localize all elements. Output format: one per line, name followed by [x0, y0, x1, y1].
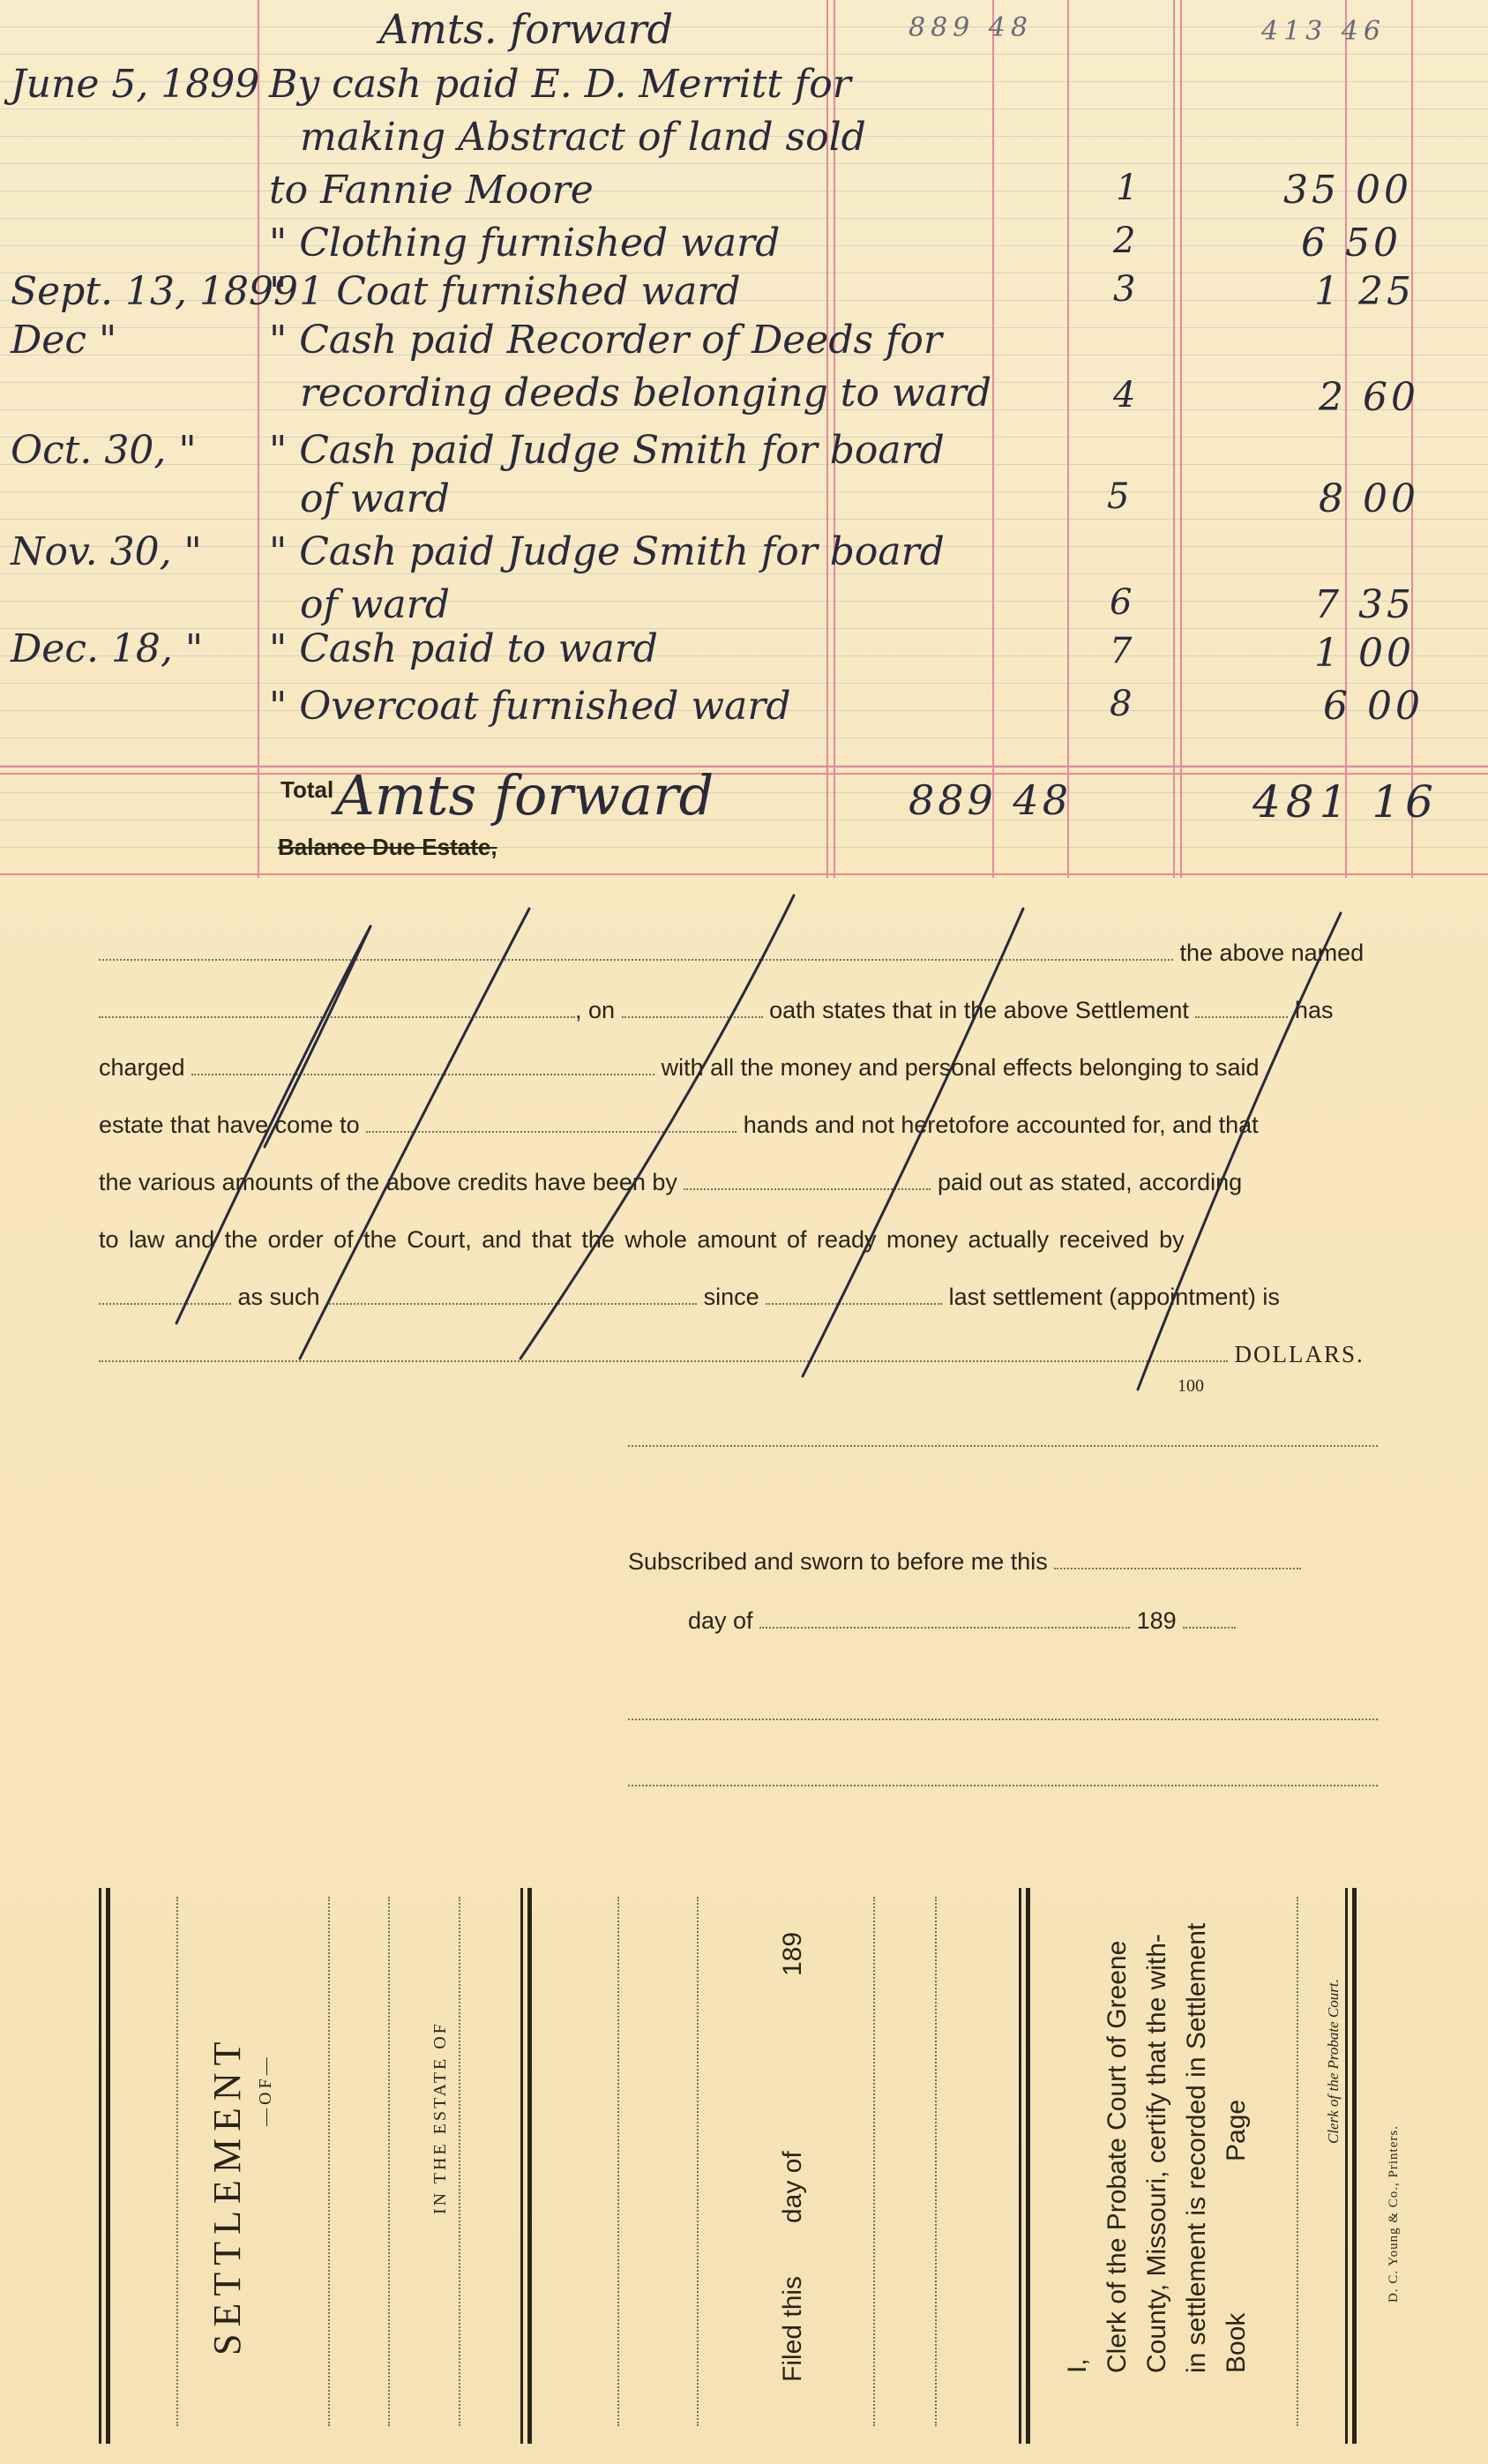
total-col2: 481 16 [1252, 776, 1439, 828]
oath-text: has [1294, 997, 1334, 1023]
dollars-label: DOLLARS. [1234, 1341, 1365, 1367]
balance-due-label: Balance Due Estate, [278, 834, 497, 860]
panel-rule [1352, 1888, 1357, 2444]
entry-desc: recording deeds belonging to ward [300, 371, 992, 416]
entry-number: 1 [1116, 168, 1139, 208]
carry-forward-col1: 889 48 [909, 12, 1033, 43]
entry-date: Nov. 30, " [11, 529, 202, 574]
blank-field [697, 1897, 699, 2426]
entry-date: Dec. 18, " [11, 626, 204, 671]
jurat-text: Subscribed and sworn to before me this [628, 1548, 1048, 1575]
panel-rule [1345, 1888, 1348, 2444]
oath-text: oath states that in the above Settlement [769, 997, 1189, 1023]
blank-field [176, 1897, 178, 2426]
entry-desc: " Cash paid Judge Smith for board [269, 428, 945, 473]
oath-line-6: to law and the order of the Court, and that the whole amount of ready money actually received by [99, 1226, 1185, 1253]
entry-desc: to Fannie Moore [269, 168, 594, 213]
entry-number: 6 [1110, 582, 1133, 623]
entry-desc: of ward [300, 582, 450, 627]
entry-amount: 8 00 [1319, 476, 1419, 521]
cents-label: 100 [1178, 1376, 1204, 1396]
jurat-text: day of [688, 1607, 753, 1634]
panel-rule [527, 1888, 532, 2444]
entry-desc: " Cash paid to ward [269, 626, 658, 671]
oath-text: hands and not heretofore accounted for, and that [743, 1112, 1259, 1138]
entry-date: Sept. 13, 1899 [11, 269, 298, 314]
entry-amount: 1 25 [1314, 269, 1415, 314]
entry-desc: making Abstract of land sold [300, 115, 866, 160]
entry-date: Oct. 30, " [11, 428, 197, 473]
filed-this-label: Filed this [778, 2275, 807, 2382]
entry-number: 3 [1113, 269, 1136, 310]
entry-desc: By cash paid E. D. Merritt for [269, 62, 851, 107]
entry-desc: " Overcoat furnished ward [269, 684, 791, 729]
blank-field [628, 1703, 1378, 1720]
entry-date: Dec " [11, 318, 117, 363]
entry-number: 4 [1113, 375, 1136, 416]
entry-desc: " Clothing furnished ward [269, 221, 781, 266]
total-handwritten: Amts forward [335, 763, 714, 828]
clerk-cert-line-1: Clerk of the Probate Court of Greene [1103, 1940, 1132, 2373]
panel-rule [1019, 1888, 1021, 2444]
entry-number: 7 [1110, 631, 1133, 671]
panel-rule [99, 1888, 101, 2444]
clerk-i-label: I, [1063, 2358, 1092, 2373]
blank-field [1054, 1550, 1301, 1569]
blank-field [759, 1609, 1130, 1629]
carry-forward-col2: 413 46 [1261, 16, 1386, 47]
oath-text: charged [99, 1054, 185, 1081]
oath-text: estate that have come to [99, 1112, 360, 1138]
estate-label: IN THE ESTATE OF [430, 2021, 450, 2214]
blank-field [459, 1897, 460, 2426]
day-of-label: day of [778, 2151, 807, 2223]
page-label: Page [1222, 2099, 1251, 2161]
panel-rule [520, 1888, 523, 2444]
blank-field [873, 1897, 875, 2426]
entry-amount: 7 35 [1314, 582, 1415, 627]
oath-text: last settlement (appointment) is [948, 1284, 1280, 1310]
clerk-cert-line-3: in settlement is recorded in Settlement [1182, 1922, 1211, 2373]
oath-text: since [703, 1284, 759, 1310]
oath-text: with all the money and personal effects belonging to said [661, 1054, 1260, 1081]
blank-field [388, 1897, 390, 2426]
blank-field [935, 1897, 937, 2426]
total-label: Total [280, 776, 334, 803]
entry-desc: " 1 Coat furnished ward [269, 269, 741, 314]
entry-amount: 35 00 [1283, 168, 1412, 213]
entry-amount: 6 50 [1301, 221, 1402, 266]
clerk-cert-line-2: County, Missouri, certify that the with- [1142, 1934, 1171, 2373]
oath-text: as such [237, 1284, 320, 1310]
blank-field [328, 1897, 330, 2426]
printer-label: D. C. Young & Co., Printers. [1387, 2125, 1401, 2303]
oath-text: the various amounts of the above credits have been by [99, 1169, 677, 1195]
jurat-line-1 [628, 1548, 1395, 1576]
oath-text: , on [575, 997, 616, 1023]
entry-date: June 5, 1899 [11, 62, 260, 107]
jurat-line-2 [688, 1607, 1394, 1635]
carry-forward-label: Amts. forward [379, 5, 674, 53]
entry-desc: " Cash paid Judge Smith for board [269, 529, 945, 574]
oath-text: the above named [1179, 940, 1365, 966]
blank-field [617, 1897, 619, 2426]
entry-amount: 6 00 [1323, 684, 1424, 729]
entry-amount: 2 60 [1319, 375, 1419, 420]
entry-amount: 1 00 [1314, 631, 1415, 676]
clerk-signature-label: Clerk of the Probate Court. [1325, 1979, 1342, 2144]
jurat-text: 189 [1136, 1607, 1177, 1634]
blank-field [628, 1429, 1378, 1447]
blank-field [1297, 1897, 1298, 2426]
book-label: Book [1222, 2312, 1251, 2373]
entry-number: 2 [1113, 221, 1136, 261]
entry-number: 8 [1110, 684, 1133, 724]
panel-rule [106, 1888, 110, 2444]
entry-desc: " Cash paid Recorder of Deeds for [269, 318, 942, 363]
entry-desc: of ward [300, 476, 450, 521]
of-label: —OF— [256, 2054, 275, 2126]
settlement-title: SETTLEMENT [206, 2034, 249, 2355]
blank-field [628, 1769, 1378, 1786]
filed-year-label: 189 [778, 1931, 807, 1976]
oath-text: paid out as stated, according [937, 1169, 1243, 1195]
back-panel [0, 1844, 1488, 2464]
entry-number: 5 [1107, 476, 1130, 517]
blank-field [1183, 1609, 1236, 1629]
panel-rule [1026, 1888, 1030, 2444]
total-col1: 889 48 [909, 776, 1072, 824]
